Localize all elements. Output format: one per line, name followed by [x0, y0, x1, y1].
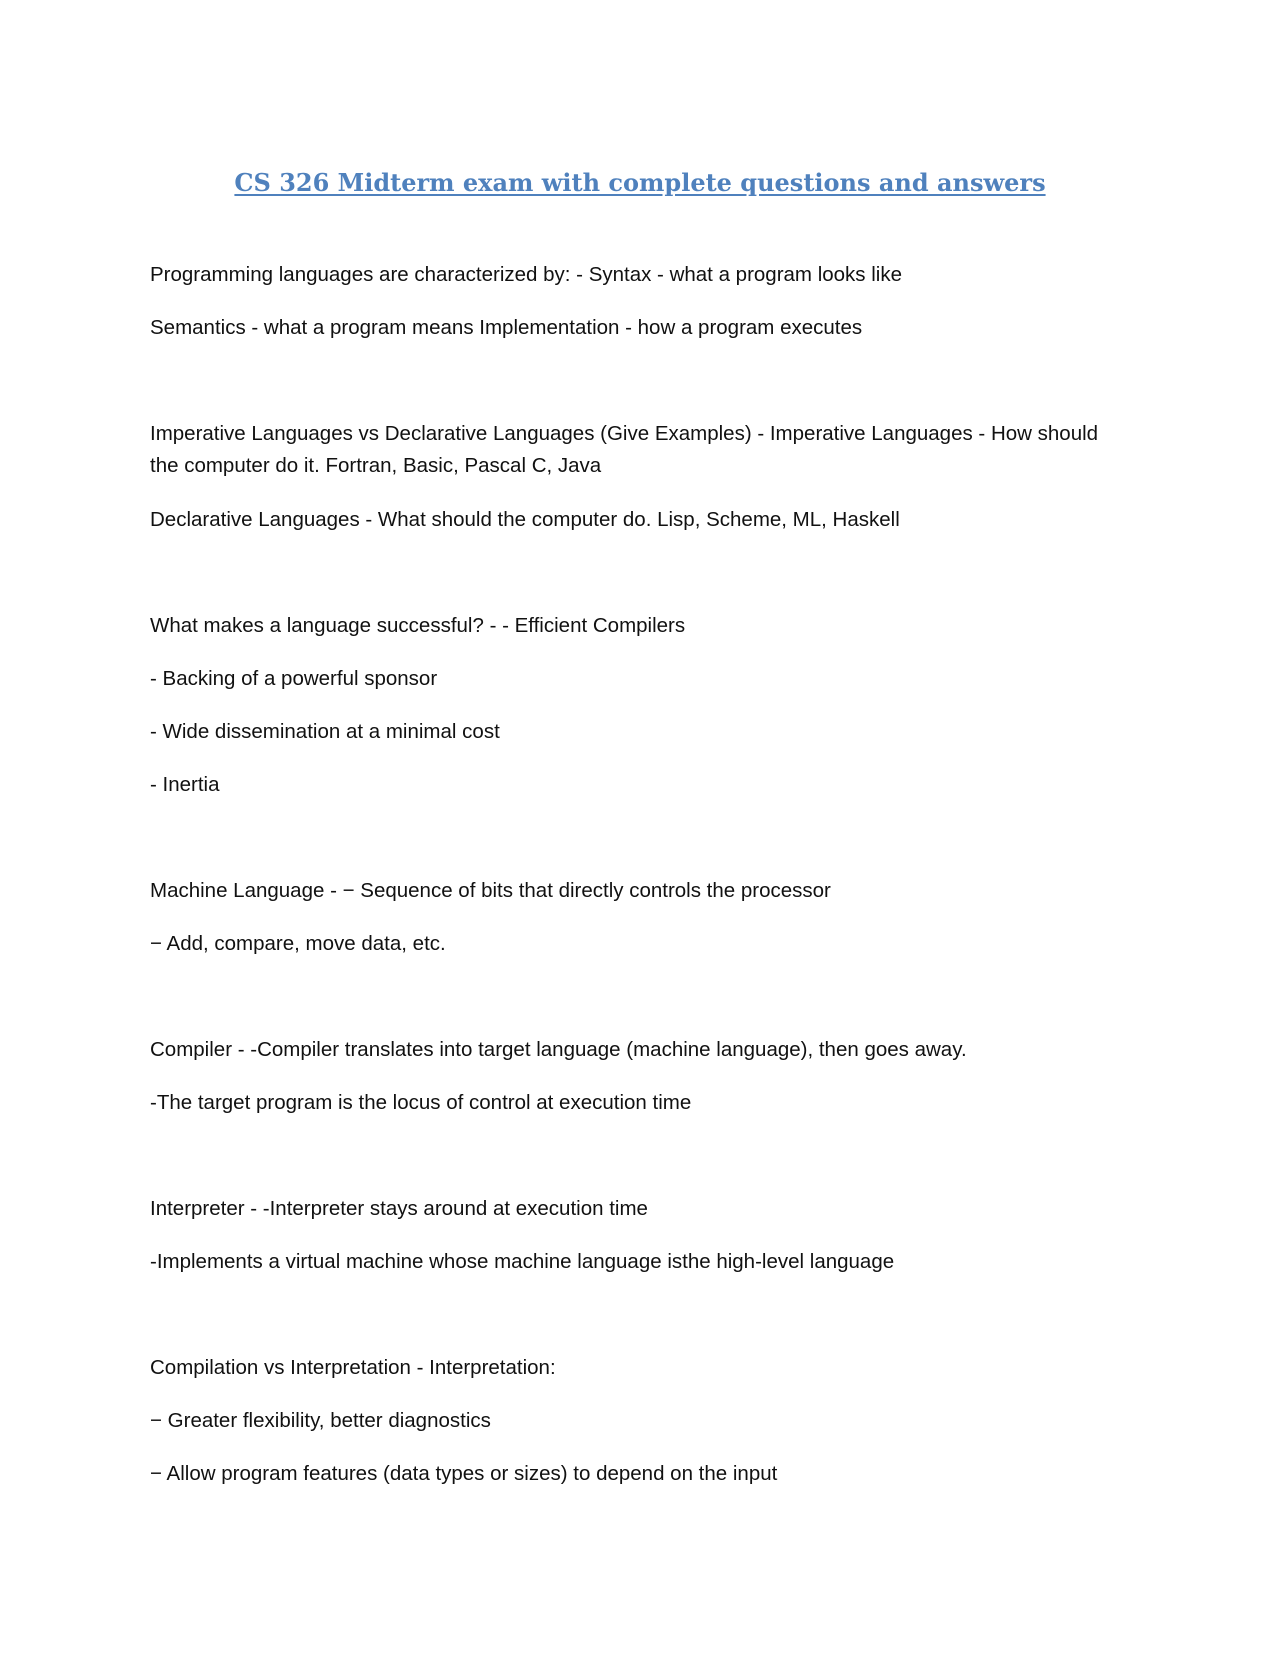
text-line: Compiler - -Compiler translates into target language (machine language), then goes away.: [150, 1038, 967, 1061]
text-line: Interpreter - -Interpreter stays around at execution time: [150, 1197, 648, 1220]
document-title: CS 326 Midterm exam with complete questions and answers: [234, 168, 1046, 197]
text-line: − Allow program features (data types or sizes) to depend on the input: [150, 1462, 778, 1485]
text-line: - Inertia: [150, 773, 220, 796]
text-paragraph: Imperative Languages vs Declarative Languages (Give Examples) - Imperative Languages - How should the computer do it. Fortran, Basic, Pascal C, Java: [150, 422, 1099, 477]
text-line: - Backing of a powerful sponsor: [150, 667, 438, 690]
text-line: - Wide dissemination at a minimal cost: [150, 720, 500, 743]
text-line: -Implements a virtual machine whose machine language isthe high-level language: [150, 1250, 895, 1273]
text-line: − Add, compare, move data, etc.: [150, 932, 446, 955]
text-line: -The target program is the locus of control at execution time: [150, 1091, 692, 1114]
text-line: Compilation vs Interpretation - Interpretation:: [150, 1356, 556, 1379]
text-line: Semantics - what a program means Implementation - how a program executes: [150, 316, 863, 339]
text-line: Declarative Languages - What should the computer do. Lisp, Scheme, ML, Haskell: [150, 508, 900, 531]
text-line: Programming languages are characterized by: - Syntax - what a program looks like: [150, 263, 903, 286]
text-line: Machine Language - − Sequence of bits that directly controls the processor: [150, 879, 831, 902]
text-line: − Greater flexibility, better diagnostics: [150, 1409, 491, 1432]
text-line: What makes a language successful? - - Efficient Compilers: [150, 614, 686, 637]
